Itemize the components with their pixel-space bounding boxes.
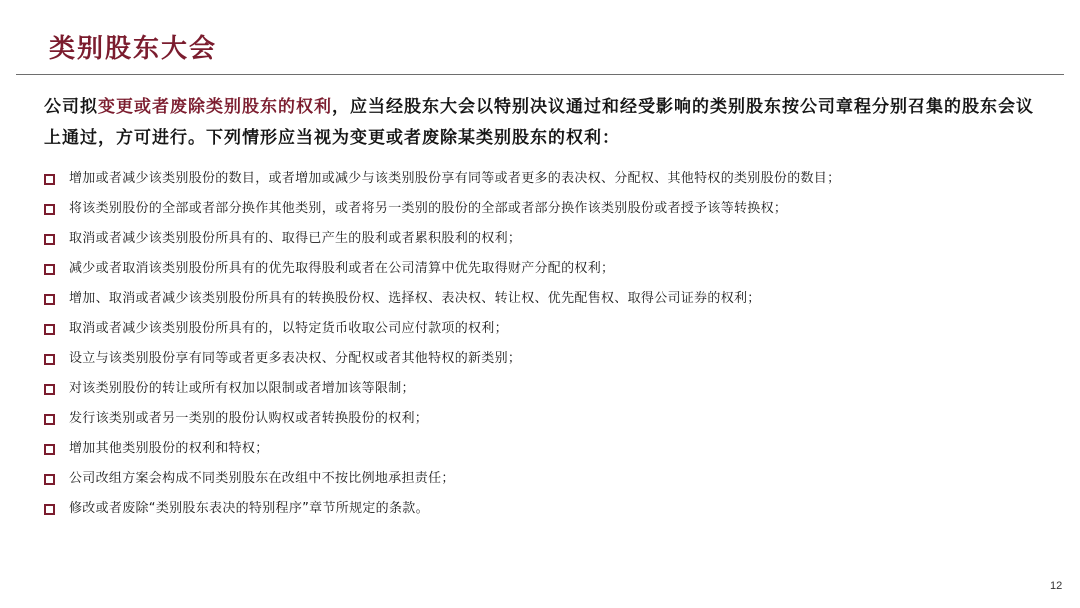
list-item-text: 设立与该类别股份享有同等或者更多表决权、分配权或者其他特权的新类别； <box>69 351 522 366</box>
list-item <box>44 314 1054 344</box>
list-item <box>44 224 1054 254</box>
intro-paragraph <box>44 92 1044 154</box>
list-item <box>44 494 1054 524</box>
list-item <box>44 464 1054 494</box>
slide-title: 类别股东大会 <box>49 34 218 64</box>
hollow-square-bullet-icon <box>44 414 55 425</box>
hollow-square-bullet-icon <box>44 294 55 305</box>
hollow-square-bullet-icon <box>44 474 55 485</box>
hollow-square-bullet-icon <box>44 384 55 395</box>
title-divider <box>16 74 1064 75</box>
hollow-square-bullet-icon <box>44 444 55 455</box>
list-item-text: 减少或者取消该类别股份所具有的优先取得股利或者在公司清算中优先取得财产分配的权利； <box>69 261 615 276</box>
list-item <box>44 284 1054 314</box>
hollow-square-bullet-icon <box>44 354 55 365</box>
intro-prefix: 公司拟 <box>44 97 98 117</box>
list-item <box>44 164 1054 194</box>
bullet-list <box>44 164 1054 524</box>
list-item <box>44 404 1054 434</box>
hollow-square-bullet-icon <box>44 264 55 275</box>
list-item-text: 增加或者减少该类别股份的数目，或者增加或减少与该类别股份享有同等或者更多的表决权、分配权、其他特权的类别股份的数目； <box>69 171 841 186</box>
hollow-square-bullet-icon <box>44 204 55 215</box>
list-item-text: 修改或者废除“类别股东表决的特别程序”章节所规定的条款。 <box>69 501 429 516</box>
list-item-text: 发行该类别或者另一类别的股份认购权或者转换股份的权利； <box>69 411 429 426</box>
hollow-square-bullet-icon <box>44 324 55 335</box>
list-item-text: 增加其他类别股份的权利和特权； <box>69 441 269 456</box>
list-item-text: 增加、取消或者减少该类别股份所具有的转换股份权、选择权、表决权、转让权、优先配售权、取得公司证券的权利； <box>69 291 761 306</box>
list-item-text: 取消或者减少该类别股份所具有的，以特定货币收取公司应付款项的权利； <box>69 321 508 336</box>
list-item <box>44 254 1054 284</box>
intro-suffix: ，应当经股东大会以特别决议通过和经受影响的类别股东按公司章程分别召集的股东会议上通过，方可进行。下列情形应当视为变更或者废除某类别股东的权利： <box>44 97 1034 148</box>
list-item <box>44 194 1054 224</box>
hollow-square-bullet-icon <box>44 234 55 245</box>
intro-highlight: 变更或者废除类别股东的权利 <box>98 97 332 117</box>
list-item-text: 公司改组方案会构成不同类别股东在改组中不按比例地承担责任； <box>69 471 455 486</box>
hollow-square-bullet-icon <box>44 504 55 515</box>
list-item <box>44 344 1054 374</box>
list-item-text: 取消或者减少该类别股份所具有的、取得已产生的股利或者累积股利的权利； <box>69 231 522 246</box>
page-number: 12 <box>1050 580 1063 592</box>
list-item <box>44 374 1054 404</box>
hollow-square-bullet-icon <box>44 174 55 185</box>
list-item <box>44 434 1054 464</box>
list-item-text: 将该类别股份的全部或者部分换作其他类别，或者将另一类别的股份的全部或者部分换作该类别股份或者授予该等转换权； <box>69 201 788 216</box>
list-item-text: 对该类别股份的转让或所有权加以限制或者增加该等限制； <box>69 381 415 396</box>
